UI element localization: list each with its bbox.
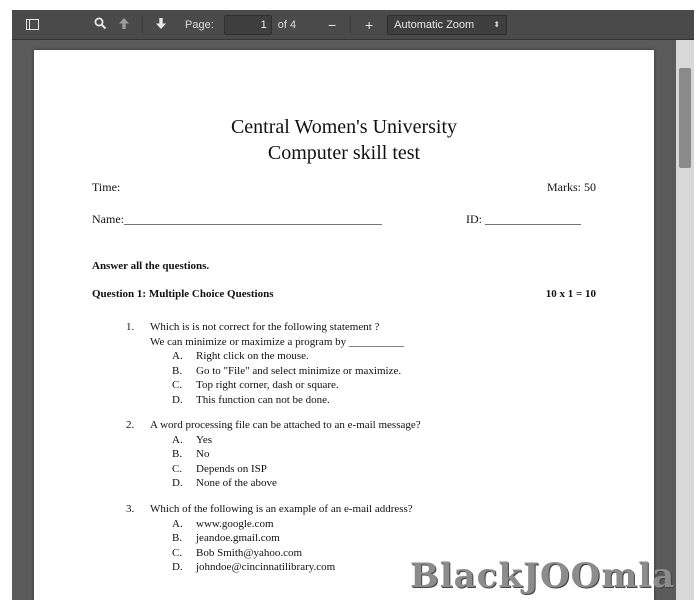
title-line-university: Central Women's University [230, 116, 458, 138]
option-text: Go to "File" and select minimize or maximize. [196, 364, 402, 377]
question-number: 2. [126, 419, 135, 431]
option-letter: B. [172, 364, 183, 377]
option-item [126, 546, 413, 561]
option-text: Depends on ISP [196, 462, 267, 475]
option-letter: C. [172, 462, 183, 475]
page-count: of 4 [277, 18, 297, 31]
option-item [126, 447, 421, 462]
id-line: ID: ________________ [466, 212, 581, 226]
question-subtext: We can minimize or maximize a program by __________ [150, 335, 404, 348]
toolbar [12, 10, 694, 40]
previous-page-button[interactable] [112, 14, 136, 36]
option-item [126, 433, 421, 448]
option-text: This function can not be done. [196, 393, 330, 406]
option-letter: D. [172, 477, 183, 489]
document-title [34, 114, 654, 166]
option-letter: D. [172, 393, 183, 406]
question-text: Which of the following is an example of an e-mail address? [150, 503, 413, 515]
scrollbar-thumb[interactable] [679, 68, 691, 168]
question-text: A word processing file can be attached to an e-mail message? [150, 419, 421, 431]
zoom-out-button[interactable] [320, 14, 344, 36]
question-marks: 10 x 1 = 10 [545, 288, 596, 300]
question-number: 1. [126, 321, 135, 333]
next-page-button[interactable] [149, 14, 173, 36]
option-text: Yes [196, 433, 213, 446]
marks-label: Marks: 50 [547, 180, 596, 194]
option-letter: C. [172, 379, 183, 391]
option-item [126, 364, 404, 379]
option-letter: B. [172, 532, 183, 544]
question-block [126, 320, 404, 407]
vertical-scrollbar[interactable] [676, 40, 694, 600]
option-item [126, 349, 404, 364]
arrow-down-icon [155, 17, 167, 33]
zoom-in-button[interactable] [357, 14, 381, 36]
option-letter: A. [172, 433, 183, 446]
option-letter: B. [172, 448, 183, 460]
question-block [126, 502, 413, 575]
option-item [126, 476, 421, 491]
zoom-select[interactable] [387, 15, 507, 35]
page-number-input[interactable] [224, 15, 272, 35]
option-letter: A. [172, 350, 183, 362]
pdf-page [34, 50, 654, 600]
option-text: Bob Smith@yahoo.com [196, 546, 303, 559]
question-number: 3. [126, 503, 135, 515]
option-item [126, 462, 421, 477]
option-text: Right click on the mouse. [196, 350, 309, 362]
toolbar-separator [142, 16, 143, 34]
option-letter: A. [172, 517, 183, 530]
sidebar-icon [26, 19, 39, 30]
option-text: www.google.com [196, 517, 274, 530]
pdf-viewer [12, 10, 694, 600]
option-item [126, 393, 404, 408]
question-heading: Question 1: Multiple Choice Questions [92, 288, 274, 300]
option-letter: D. [172, 561, 183, 573]
option-text: Top right corner, dash or square. [196, 379, 339, 391]
question-block [126, 418, 421, 491]
plus-icon: + [365, 16, 374, 33]
option-text: jeandoe.gmail.com [196, 532, 280, 544]
arrow-up-icon [118, 17, 130, 33]
question-text: Which is is not correct for the following statement ? [150, 321, 380, 333]
instruction-text: Answer all the questions. [92, 260, 210, 272]
option-text: johndoe@cincinnatilibrary.com [196, 561, 336, 573]
find-button[interactable] [88, 14, 112, 36]
option-item [126, 517, 413, 532]
search-icon [94, 17, 107, 33]
option-item [126, 531, 413, 546]
option-letter: C. [172, 546, 183, 559]
option-text: None of the above [196, 477, 277, 489]
option-text: No [196, 448, 210, 460]
updown-chevron-icon: ⬍ [493, 20, 501, 29]
watermark-logo: BlackJOOmla [410, 556, 676, 596]
zoom-select-value: Automatic Zoom [394, 18, 475, 31]
sidebar-toggle-button[interactable] [20, 14, 44, 36]
toolbar-separator [350, 16, 351, 34]
option-item [126, 560, 413, 575]
time-label: Time: [92, 180, 121, 194]
name-line: Name:___________________________________________ [92, 212, 382, 226]
title-line-test: Computer skill test [267, 142, 421, 164]
minus-icon: − [328, 16, 337, 33]
page-label: Page: [185, 18, 214, 31]
option-item [126, 378, 404, 393]
